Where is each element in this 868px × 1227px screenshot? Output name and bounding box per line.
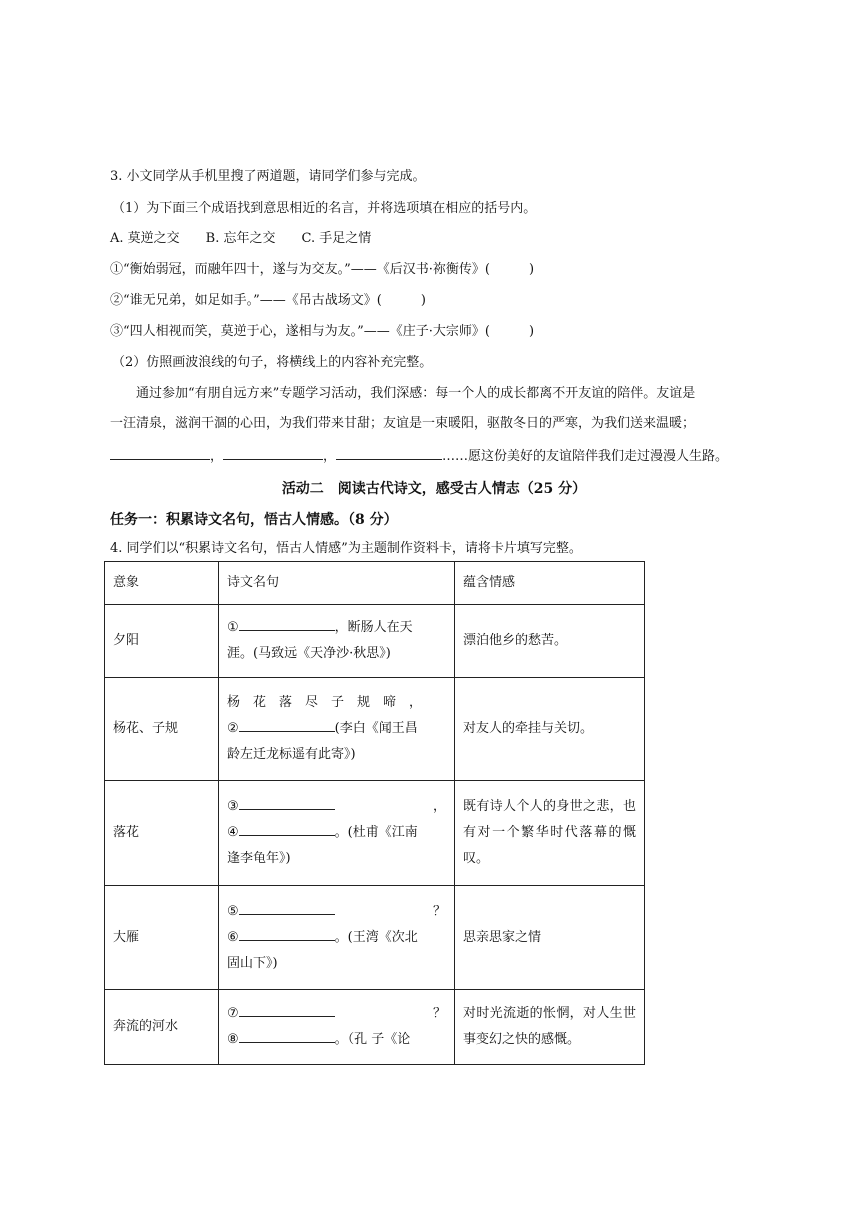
- cell-poem: 杨 花 落 尽 子 规 啼 ， ② (李白《闻王昌 龄左迁龙标遥有此寄》): [219, 678, 455, 781]
- cell-image: 杨花、子规: [105, 678, 219, 781]
- q3-title: 3. 小文同学从手机里搜了两道题，请同学们参与完成。: [110, 169, 426, 184]
- answer-blank[interactable]: [223, 446, 323, 460]
- q3-item-2: ②“谁无兄弟，如足如手。”——《吊古战场文》( ): [110, 293, 426, 308]
- answer-blank[interactable]: [239, 616, 335, 631]
- cell-emotion: 思亲思家之情: [455, 886, 645, 990]
- answer-blank[interactable]: [336, 446, 442, 460]
- task1-heading: 任务一：积累诗文名句，悟古人情感。（8 分）: [110, 512, 398, 528]
- answer-blank[interactable]: [239, 1002, 335, 1017]
- cell-image: 大雁: [105, 886, 219, 990]
- table-row: [105, 781, 645, 886]
- cell-poem: ① ，断肠人在天 涯。(马致远《天净沙·秋思》): [219, 605, 455, 678]
- cell-emotion: 对友人的牵挂与关切。: [455, 678, 645, 781]
- q3-part2: （2）仿照画波浪线的句子，将横线上的内容补充完整。: [112, 355, 433, 370]
- q3-paragraph-line1: 通过参加“有朋自远方来”专题学习活动，我们深感：每一个人的成长都离不开友谊的陪伴。友谊是: [136, 386, 696, 401]
- activity2-heading: 活动二 阅读古代诗文，感受古人情志（25 分）: [281, 481, 587, 497]
- resource-card-table: [104, 561, 645, 1065]
- answer-blank[interactable]: [239, 795, 335, 810]
- q3-options: A. 莫逆之交 B. 忘年之交 C. 手足之情: [110, 231, 372, 246]
- table-row: [105, 605, 645, 678]
- answer-blank[interactable]: [239, 1028, 335, 1043]
- cell-image: 奔流的河水: [105, 990, 219, 1065]
- q3-item-3: ③“四人相视而笑，莫逆于心，遂相与为友。”——《庄子·大宗师》( ): [110, 324, 535, 339]
- table-row: [105, 990, 645, 1065]
- answer-blank[interactable]: [239, 900, 335, 915]
- q3-part1: （1）为下面三个成语找到意思相近的名言，并将选项填在相应的括号内。: [112, 201, 537, 216]
- cell-poem: ⑤ ？ ⑥ 。(王湾《次北 固山下》): [219, 886, 455, 990]
- cell-image: 夕阳: [105, 605, 219, 678]
- cell-emotion: 既有诗人个人的身世之悲，也有对一个繁华时代落幕的慨叹。: [455, 781, 645, 886]
- cell-poem: ③ ， ④ 。(杜甫《江南 逢李龟年》): [219, 781, 455, 886]
- header-poem: 诗文名句: [219, 562, 455, 605]
- q3-paragraph-line2: 一汪清泉，滋润干涸的心田，为我们带来甘甜；友谊是一束暖阳，驱散冬日的严寒，为我们送来温暖；: [110, 416, 696, 431]
- cell-emotion: 漂泊他乡的愁苦。: [455, 605, 645, 678]
- table-row: [105, 678, 645, 781]
- header-image: 意象: [105, 562, 219, 605]
- cell-image: 落花: [105, 781, 219, 886]
- q3-item-1: ①“衡始弱冠，而融年四十，遂与为交友。”——《后汉书·祢衡传》( ): [110, 262, 535, 277]
- answer-blank[interactable]: [239, 926, 335, 941]
- q4-title: 4. 同学们以“积累诗文名句，悟古人情感”为主题制作资料卡，请将卡片填写完整。: [110, 541, 582, 556]
- header-emotion: 蕴含情感: [455, 562, 645, 605]
- cell-emotion: 对时光流逝的怅惘，对人生世事变幻之快的感慨。: [455, 990, 645, 1065]
- table-row: [105, 886, 645, 990]
- answer-blank[interactable]: [239, 717, 335, 732]
- cell-poem: ⑦ ？ ⑧ 。（孔 子《论: [219, 990, 455, 1065]
- answer-blank[interactable]: [110, 446, 210, 460]
- answer-blank[interactable]: [239, 821, 335, 836]
- q3-paragraph-line3: ， ， ……愿这份美好的友谊陪伴我们走过漫漫人生路。: [110, 446, 728, 466]
- table-header-row: [105, 562, 645, 605]
